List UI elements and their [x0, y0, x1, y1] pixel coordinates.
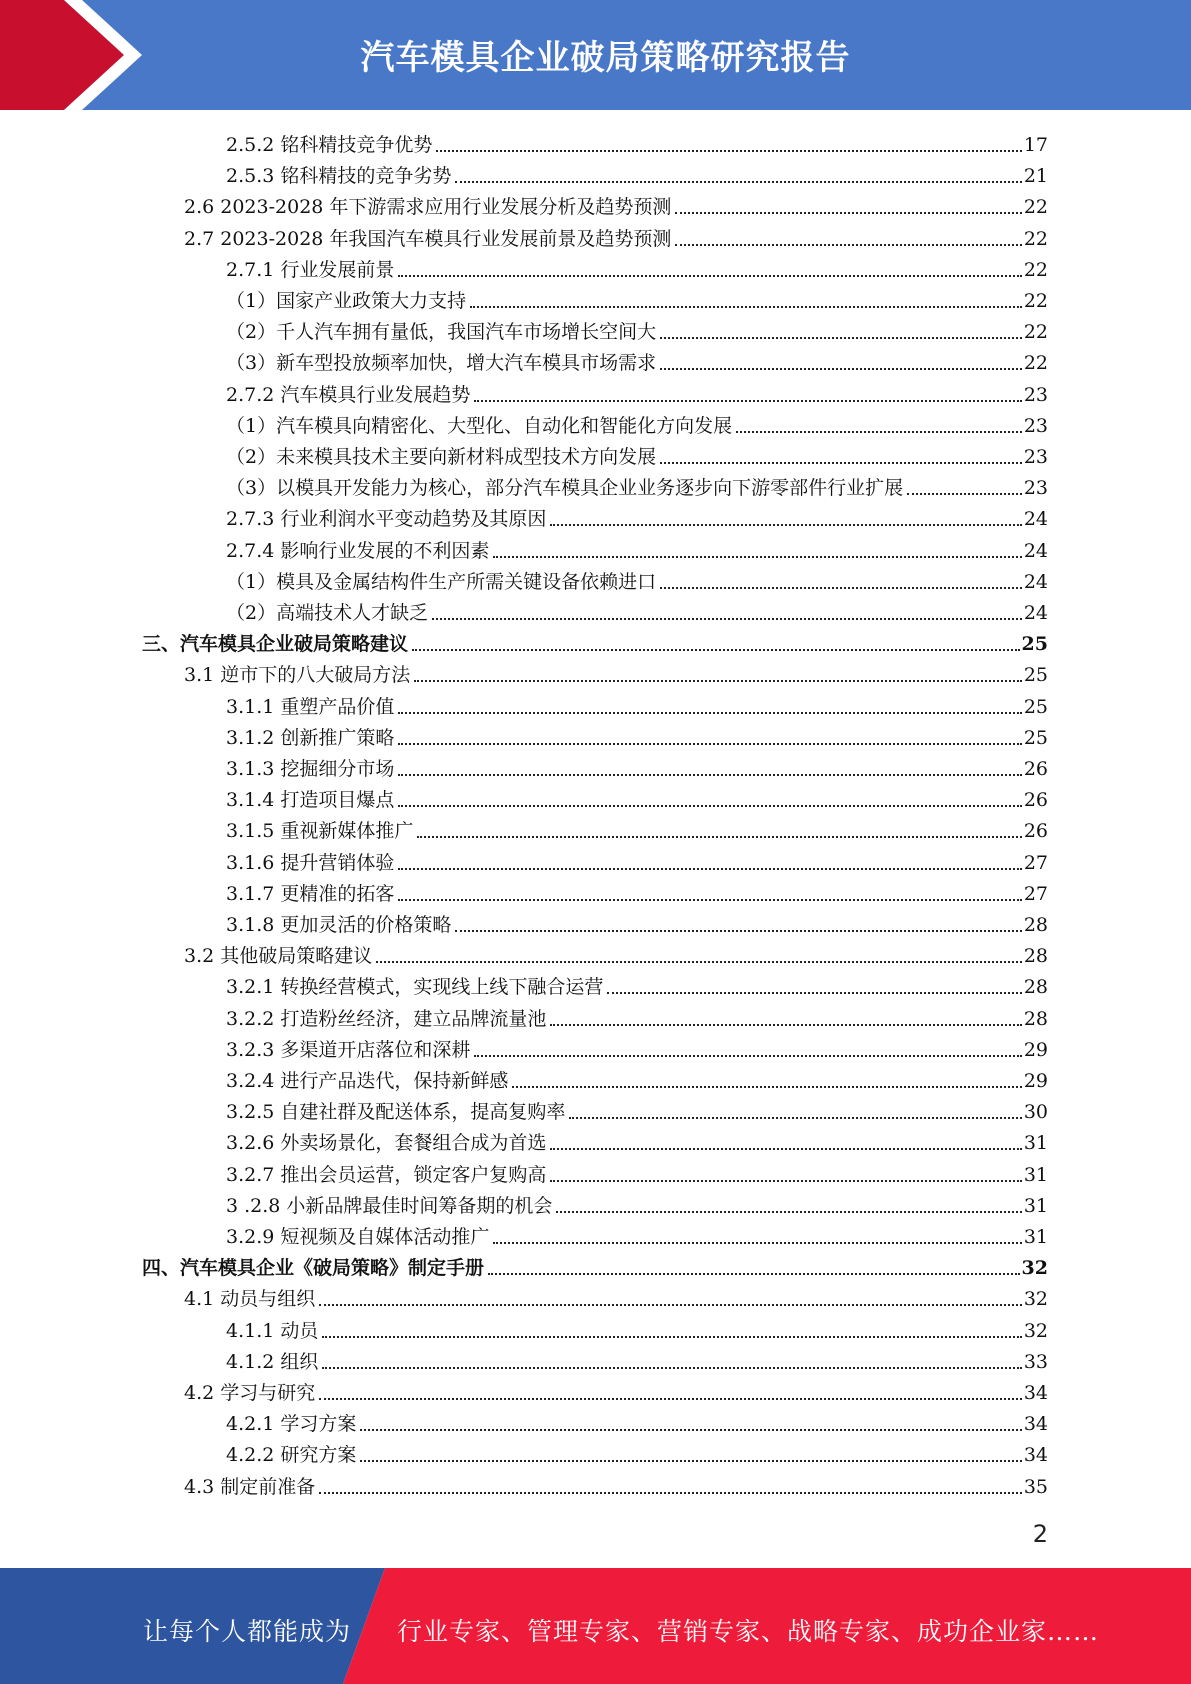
toc-dot-leader	[474, 1055, 1021, 1057]
toc-entry-page: 29	[1023, 1070, 1048, 1092]
toc-entry-page: 22	[1023, 352, 1048, 375]
toc-dot-leader	[417, 836, 1021, 838]
toc-dot-leader	[569, 1117, 1021, 1119]
toc-dot-leader	[398, 899, 1021, 901]
toc-entry-page: 31	[1023, 1132, 1048, 1155]
toc-dot-leader	[455, 930, 1021, 932]
toc-dot-leader	[319, 1398, 1022, 1400]
toc-entry-page: 24	[1023, 602, 1048, 624]
toc-dot-leader	[474, 400, 1021, 402]
toc-entry[interactable]	[0, 283, 1191, 314]
toc-entry-page: 25	[1021, 633, 1048, 656]
toc-entry[interactable]	[0, 252, 1191, 283]
toc-dot-leader	[360, 1460, 1021, 1462]
toc-entry-label: 3.2.3 多渠道开店落位和深耕	[226, 1038, 471, 1061]
toc-dot-leader	[675, 244, 1021, 246]
toc-entry[interactable]	[0, 470, 1191, 501]
toc-entry-label: 3.1.5 重视新媒体推广	[226, 820, 414, 843]
toc-entry-label: 4.1.2 组织	[226, 1350, 319, 1373]
toc-entry-label: 2.7.1 行业发展前景	[226, 258, 395, 281]
toc-entry-page: 31	[1023, 1163, 1048, 1186]
toc-entry[interactable]	[0, 1094, 1191, 1125]
toc-entry[interactable]	[0, 189, 1191, 220]
toc-dot-leader	[398, 805, 1021, 807]
toc-entry-label: 3.2 其他破局策略建议	[184, 945, 373, 968]
toc-entry-label: 3.1.1 重塑产品价值	[226, 695, 395, 718]
toc-entry-page: 23	[1023, 414, 1048, 437]
toc-dot-leader	[319, 1492, 1022, 1494]
toc-entry[interactable]	[0, 1406, 1191, 1437]
toc-dot-leader	[398, 275, 1021, 277]
toc-dot-leader	[376, 961, 1022, 963]
toc-entry-label: 3.2.5 自建社群及配送体系，提高复购率	[226, 1101, 566, 1124]
toc-dot-leader	[607, 992, 1021, 994]
toc-entry-label: （2）未来模具技术主要向新材料成型技术方向发展	[226, 446, 657, 468]
footer-slogan-left: 让每个人都能成为	[143, 1617, 352, 1646]
toc-entry[interactable]	[0, 533, 1191, 564]
page-header	[0, 0, 1191, 110]
toc-entry[interactable]	[0, 1281, 1191, 1312]
toc-entry[interactable]	[0, 314, 1191, 345]
toc-entry[interactable]	[0, 1001, 1191, 1032]
toc-dot-leader	[360, 1429, 1021, 1431]
toc-entry-page: 28	[1023, 976, 1048, 999]
toc-dot-leader	[550, 1148, 1021, 1150]
toc-entry-label: （3）新车型投放频率加快，增大汽车模具市场需求	[226, 352, 657, 375]
toc-dot-leader	[414, 680, 1022, 682]
toc-dot-leader	[907, 493, 1022, 495]
toc-dot-leader	[398, 774, 1021, 776]
toc-entry-label: 3.2.2 打造粉丝经济，建立品牌流量池	[226, 1007, 547, 1030]
toc-entry[interactable]	[0, 689, 1191, 720]
toc-entry-page: 32	[1021, 1257, 1048, 1280]
toc-entry-label: 4.1 动员与组织	[184, 1288, 316, 1311]
toc-entry-label: 2.7.3 行业利润水平变动趋势及其原因	[226, 508, 547, 531]
toc-entry-label: 四、汽车模具企业《破局策略》制定手册	[142, 1257, 485, 1280]
toc-entry-label: 3.2.1 转换经营模式，实现线上线下融合运营	[226, 976, 604, 999]
toc-entry-page: 26	[1023, 820, 1048, 843]
toc-entry-label: 2.5.3 铭科精技的竞争劣势	[226, 165, 452, 188]
toc-entry-page: 23	[1023, 446, 1048, 468]
toc-entry[interactable]	[0, 439, 1191, 470]
toc-entry-label: 2.7 2023-2028 年我国汽车模具行业发展前景及趋势预测	[184, 227, 672, 250]
toc-entry[interactable]	[0, 1032, 1191, 1063]
toc-entry[interactable]	[0, 1250, 1191, 1281]
toc-entry-page: 24	[1023, 508, 1048, 531]
toc-dot-leader	[436, 150, 1021, 152]
toc-entry-page: 28	[1023, 1007, 1048, 1030]
toc-entry-page: 22	[1023, 290, 1048, 312]
page-number: 2	[1032, 1520, 1048, 1548]
toc-dot-leader	[550, 524, 1021, 526]
toc-dot-leader	[736, 431, 1022, 433]
toc-dot-leader	[675, 212, 1021, 214]
toc-entry-page: 27	[1023, 851, 1048, 874]
toc-entry[interactable]	[0, 1437, 1191, 1468]
toc-entry-page: 30	[1023, 1101, 1048, 1124]
toc-entry[interactable]	[0, 1313, 1191, 1344]
page-footer	[0, 1568, 1191, 1684]
toc-dot-leader	[660, 368, 1022, 370]
toc-entry-page: 26	[1023, 789, 1048, 812]
report-title: 汽车模具企业破局策略研究报告	[360, 38, 851, 78]
toc-entry[interactable]	[0, 720, 1191, 751]
toc-dot-leader	[432, 618, 1022, 620]
toc-entry-page: 22	[1023, 227, 1048, 250]
toc-entry[interactable]	[0, 595, 1191, 626]
toc-entry-page: 23	[1023, 383, 1048, 406]
toc-entry[interactable]	[0, 1375, 1191, 1406]
toc-dot-leader	[550, 1180, 1021, 1182]
toc-entry-label: 4.2.1 学习方案	[226, 1413, 357, 1436]
toc-entry-page: 34	[1023, 1382, 1048, 1404]
toc-dot-leader	[455, 181, 1021, 183]
toc-dot-leader	[660, 462, 1022, 464]
toc-entry-label: 3 .2.8 小新品牌最佳时间筹备期的机会	[226, 1194, 553, 1217]
toc-entry-page: 23	[1023, 477, 1048, 500]
toc-entry-label: （2）千人汽车拥有量低，我国汽车市场增长空间大	[226, 321, 657, 344]
toc-entry[interactable]	[0, 876, 1191, 907]
toc-entry[interactable]	[0, 907, 1191, 938]
toc-entry[interactable]	[0, 377, 1191, 408]
toc-entry-page: 34	[1023, 1444, 1048, 1467]
toc-entry-page: 25	[1023, 726, 1048, 749]
toc-entry[interactable]	[0, 1344, 1191, 1375]
toc-entry[interactable]	[0, 408, 1191, 439]
toc-entry-page: 31	[1023, 1194, 1048, 1217]
toc-entry[interactable]	[0, 127, 1191, 158]
toc-entry-label: 4.2.2 研究方案	[226, 1444, 357, 1467]
toc-entry-page: 22	[1023, 196, 1048, 219]
toc-entry-label: 2.6 2023-2028 年下游需求应用行业发展分析及趋势预测	[184, 196, 672, 219]
toc-entry-page: 17	[1023, 134, 1048, 156]
toc-dot-leader	[556, 1211, 1021, 1213]
toc-entry-label: 3.1.3 挖掘细分市场	[226, 758, 395, 780]
toc-dot-leader	[412, 649, 1020, 651]
toc-entry-page: 32	[1023, 1319, 1048, 1342]
toc-entry-label: 3.1.6 提升营销体验	[226, 851, 395, 874]
toc-entry-label: 2.7.2 汽车模具行业发展趋势	[226, 383, 471, 406]
toc-entry-label: （1）国家产业政策大力支持	[226, 290, 467, 312]
toc-entry-label: 4.3 制定前准备	[184, 1475, 316, 1498]
toc-entry-page: 34	[1023, 1413, 1048, 1436]
toc-entry-label: 3.1.4 打造项目爆点	[226, 789, 395, 812]
footer-slogan-right: 行业专家、管理专家、营销专家、战略专家、成功企业家……	[397, 1617, 1100, 1646]
toc-entry-label: 2.5.2 铭科精技竞争优势	[226, 134, 433, 156]
toc-entry-page: 25	[1023, 664, 1048, 687]
toc-entry-label: 3.2.9 短视频及自媒体活动推广	[226, 1226, 490, 1248]
toc-entry-label: 3.2.4 进行产品迭代，保持新鲜感	[226, 1070, 509, 1092]
toc-entry-label: 3.1.8 更加灵活的价格策略	[226, 914, 452, 936]
toc-entry[interactable]	[0, 501, 1191, 532]
toc-dot-leader	[550, 1024, 1021, 1026]
toc-entry[interactable]	[0, 782, 1191, 813]
toc-entry[interactable]	[0, 1063, 1191, 1094]
toc-entry-label: （1）汽车模具向精密化、大型化、自动化和智能化方向发展	[226, 414, 733, 437]
toc-entry-page: 25	[1023, 695, 1048, 718]
toc-entry[interactable]	[0, 564, 1191, 595]
toc-entry[interactable]	[0, 751, 1191, 782]
toc-entry-label: 3.1.7 更精准的拓客	[226, 882, 395, 905]
toc-entry-page: 29	[1023, 1038, 1048, 1061]
toc-entry[interactable]	[0, 657, 1191, 688]
toc-entry-page: 21	[1023, 165, 1048, 188]
toc-dot-leader	[322, 1367, 1021, 1369]
toc-dot-leader	[319, 1304, 1022, 1306]
toc-entry-label: （1）模具及金属结构件生产所需关键设备依赖进口	[226, 570, 657, 593]
toc-entry-label: 3.2.6 外卖场景化，套餐组合成为首选	[226, 1132, 547, 1155]
toc-entry[interactable]	[0, 1157, 1191, 1188]
toc-entry[interactable]	[0, 626, 1191, 657]
toc-entry-page: 31	[1023, 1226, 1048, 1248]
toc-entry[interactable]	[0, 158, 1191, 189]
toc-entry-label: （3）以模具开发能力为核心，部分汽车模具企业业务逐步向下游零部件行业扩展	[226, 477, 904, 500]
toc-entry-label: 3.1.2 创新推广策略	[226, 726, 395, 749]
toc-entry-page: 22	[1023, 258, 1048, 281]
toc-entry-label: 3.2.7 推出会员运营，锁定客户复购高	[226, 1163, 547, 1186]
toc-entry[interactable]	[0, 1219, 1191, 1250]
toc-dot-leader	[470, 306, 1022, 308]
toc-entry-page: 28	[1023, 945, 1048, 968]
toc-entry-page: 26	[1023, 758, 1048, 780]
toc-entry-page: 33	[1023, 1350, 1048, 1373]
toc-dot-leader	[398, 712, 1021, 714]
toc-dot-leader	[398, 743, 1021, 745]
toc-entry[interactable]	[0, 813, 1191, 844]
toc-entry-label: （2）高端技术人才缺乏	[226, 602, 429, 624]
toc-entry[interactable]	[0, 969, 1191, 1000]
toc-entry-page: 24	[1023, 570, 1048, 593]
toc-entry[interactable]	[0, 221, 1191, 252]
toc-entry-label: 2.7.4 影响行业发展的不利因素	[226, 539, 490, 562]
toc-entry-page: 28	[1023, 914, 1048, 936]
toc-entry-label: 4.2 学习与研究	[184, 1382, 316, 1404]
toc-entry[interactable]	[0, 938, 1191, 969]
toc-entry[interactable]	[0, 1125, 1191, 1156]
toc-dot-leader	[512, 1086, 1021, 1088]
toc-dot-leader	[493, 1242, 1021, 1244]
toc-entry-page: 22	[1023, 321, 1048, 344]
toc-entry[interactable]	[0, 1469, 1191, 1500]
toc-entry[interactable]	[0, 845, 1191, 876]
toc-entry-label: 4.1.1 动员	[226, 1319, 319, 1342]
toc-dot-leader	[398, 868, 1021, 870]
toc-entry-page: 35	[1023, 1475, 1048, 1498]
toc-dot-leader	[660, 337, 1022, 339]
toc-entry-label: 3.1 逆市下的八大破局方法	[184, 664, 411, 687]
toc-dot-leader	[493, 556, 1021, 558]
toc-entry-page: 32	[1023, 1288, 1048, 1311]
toc-dot-leader	[660, 587, 1022, 589]
toc-entry-page: 27	[1023, 882, 1048, 905]
toc-entry[interactable]	[0, 345, 1191, 376]
toc-dot-leader	[488, 1273, 1020, 1275]
toc-entry[interactable]	[0, 1188, 1191, 1219]
toc-entry-page: 24	[1023, 539, 1048, 562]
toc-dot-leader	[322, 1336, 1021, 1338]
toc-entry-label: 三、汽车模具企业破局策略建议	[142, 633, 409, 656]
